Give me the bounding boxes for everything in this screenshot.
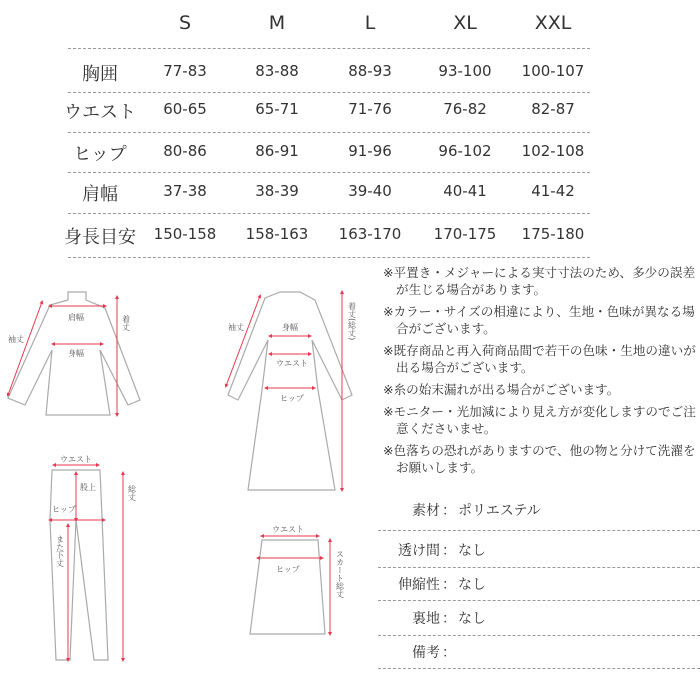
- note-item: ※糸の始末漏れが出る場合がございます。: [383, 382, 620, 397]
- table-row: [0, 142, 700, 172]
- spec-row: [378, 500, 700, 520]
- spec-colon: ：: [442, 645, 456, 661]
- table-cell: 71-76: [348, 100, 392, 118]
- spec-key: 伸縮性: [398, 577, 440, 593]
- column-header-xxl: XXL: [534, 12, 572, 34]
- dress-chest-label: 身幅: [282, 323, 298, 332]
- spec-value: なし: [458, 543, 486, 559]
- top-chest-label: 身幅: [68, 349, 84, 358]
- divider: [378, 635, 700, 636]
- table-cell: 60-65: [163, 100, 207, 118]
- divider: [378, 530, 700, 531]
- row-label: ヒップ: [73, 144, 127, 165]
- divider: [378, 668, 700, 669]
- spec-row: [378, 540, 700, 560]
- table-row: [0, 225, 700, 255]
- pants-hip-label: ヒップ: [52, 505, 76, 514]
- table-cell: 86-91: [255, 142, 299, 160]
- table-row: [0, 100, 700, 130]
- spec-key: 素材: [412, 503, 440, 519]
- table-cell: 39-40: [348, 182, 392, 200]
- divider: [68, 172, 590, 173]
- top-length-label: 着丈: [121, 315, 131, 331]
- table-cell: 150-158: [153, 225, 217, 243]
- divider: [378, 600, 700, 601]
- table-cell: 91-96: [348, 142, 392, 160]
- spec-colon: ：: [442, 503, 456, 519]
- spec-value: なし: [458, 611, 486, 627]
- note-item: ※モニター・光加減により見え方が変化しますのでご注意くださいませ。: [383, 404, 696, 436]
- column-header-l: L: [364, 12, 376, 34]
- pants-length-label: 総丈: [127, 485, 137, 501]
- pants-rise-label: 股上: [80, 483, 96, 492]
- pants-inseam-label: また下丈: [55, 535, 65, 567]
- spec-colon: ：: [442, 543, 456, 559]
- table-cell: 40-41: [443, 182, 487, 200]
- table-cell: 93-100: [438, 62, 492, 80]
- divider: [68, 132, 590, 133]
- top-sleeve-label: 袖丈: [8, 335, 24, 344]
- note-item: ※既存商品と再入荷商品間で若干の色味・生地の違いが出る場合がございます。: [383, 343, 696, 375]
- column-header-m: M: [268, 12, 286, 34]
- table-cell: 83-88: [255, 62, 299, 80]
- table-cell: 102-108: [521, 142, 585, 160]
- skirt-hip-label: ヒップ: [276, 565, 300, 574]
- spec-colon: ：: [442, 611, 456, 627]
- table-cell: 37-38: [163, 182, 207, 200]
- row-label: ウエスト: [64, 102, 136, 123]
- skirt-waist-label: ウエスト: [272, 525, 304, 534]
- dress-length-label: 着丈(総丈): [347, 302, 357, 341]
- dress-diagram: [228, 292, 352, 490]
- measurement-diagrams: [0, 270, 375, 700]
- note-item: ※色落ちの恐れがありますので、他の物と分けて洗濯をお願いします。: [383, 443, 696, 475]
- table-cell: 158-163: [245, 225, 309, 243]
- divider: [378, 567, 700, 568]
- dress-waist-label: ウエスト: [276, 359, 308, 368]
- row-label: 身長目安: [64, 227, 136, 248]
- dress-hip-label: ヒップ: [280, 394, 304, 403]
- table-cell: 80-86: [163, 142, 207, 160]
- row-label: 肩幅: [82, 184, 118, 205]
- spec-row: [378, 608, 700, 628]
- spec-value: なし: [458, 577, 486, 593]
- divider: [68, 92, 590, 93]
- divider: [68, 257, 590, 258]
- skirt-length-label: スカート総丈: [335, 550, 345, 598]
- pants-waist-label: ウエスト: [60, 455, 92, 464]
- table-cell: 38-39: [255, 182, 299, 200]
- notes-list: [383, 264, 698, 481]
- table-cell: 175-180: [521, 225, 585, 243]
- spec-colon: ：: [442, 577, 456, 593]
- column-header-xl: XL: [453, 12, 477, 34]
- spec-row: [378, 574, 700, 594]
- top-shoulder-label: 肩幅: [68, 313, 84, 322]
- table-cell: 77-83: [163, 62, 207, 80]
- divider: [68, 48, 590, 49]
- row-label: 胸囲: [82, 64, 118, 85]
- spec-key: 裏地: [412, 611, 440, 627]
- table-row: [0, 182, 700, 212]
- table-row: [0, 62, 700, 92]
- note-item: ※カラー・サイズの相違により、生地・色味が異なる場合がございます。: [383, 304, 695, 336]
- table-cell: 82-87: [531, 100, 575, 118]
- table-cell: 96-102: [438, 142, 492, 160]
- table-cell: 88-93: [348, 62, 392, 80]
- dress-sleeve-label: 袖丈: [228, 323, 244, 332]
- divider: [68, 213, 590, 214]
- table-cell: 76-82: [443, 100, 487, 118]
- column-header-s: S: [178, 12, 192, 34]
- table-cell: 65-71: [255, 100, 299, 118]
- spec-key: 透け間: [398, 543, 440, 559]
- table-cell: 170-175: [433, 225, 497, 243]
- spec-row: [378, 642, 700, 662]
- spec-key: 備考: [412, 645, 440, 661]
- skirt-diagram: [250, 540, 325, 634]
- table-cell: 163-170: [338, 225, 402, 243]
- note-item: ※平置き・メジャーによる実寸寸法のため、多少の誤差が生じる場合があります。: [383, 265, 696, 297]
- table-cell: 100-107: [521, 62, 585, 80]
- spec-value: ポリエステル: [458, 503, 541, 519]
- table-cell: 41-42: [531, 182, 575, 200]
